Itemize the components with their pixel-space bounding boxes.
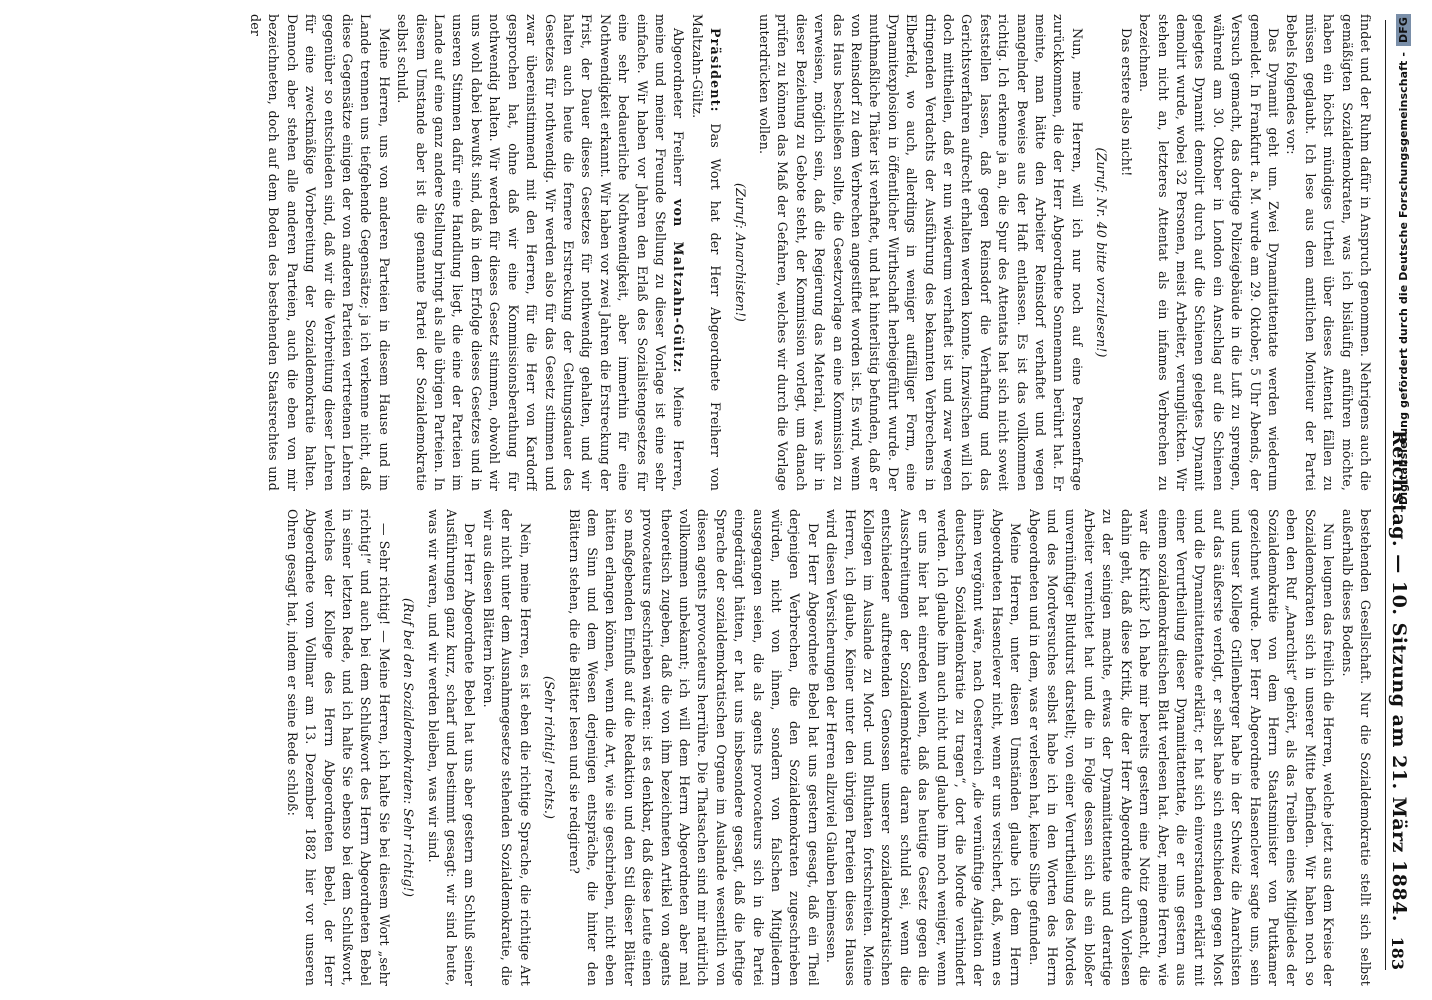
paragraph: Meine Herren, meine und meiner Freunde Stellung zu dieser Vorlage ist eine sehr einfache. Wir haben vor Jahren den Erlaß des Sozialistengesetzes für eine sehr bedauerliche Nothwendigkeit, aber immerhin für eine Nothwendigkeit erkannt. Wir haben vor zwei Jahren die Erstreckung der Frist, der Dauer dieses Gesetzes für nothwendig gehalten, und wir halten auch heute die fernere Erstreckung der Geltungsdauer des Gesetzes für nothwendig. Wir werden also für das Gesetz stimmen und zwar übereinstimmend mit den Herren, für die Herr von Kardorff gesprochen hat, ohne daß wir eine Kommissionsberathung für nothwendig halten. Wir werden für dieses Gesetz stimmen, obwohl wir uns wohl dabei bewußt sind, daß in dem Erfolge dieses Gesetzes und in unseren Stimmen dafür eine Handlung liegt, die eine der Parteien im Lande auf eine ganz andere Stellung bringt als alle übrigen Parteien. In diesem Umstande aber ist die genannte Partei der Sozialdemokratie selbst schuld. — [395, 14, 687, 491]
paragraph: Das erstere also nicht! — [1118, 28, 1134, 177]
president-text: Das Wort hat der Herr Abgeordnete Freiherr von Maltzahn-Gültz. — [689, 14, 724, 491]
interjection: (Sehr richtig! rechts.) — [542, 675, 558, 820]
interjection: (Zuruf: Nr. 40 bitte vorzulesen!) — [1094, 147, 1110, 358]
paragraph: Nun, meine Herren, will ich nur noch auf eine Personenfrage zurückkommen, die der Herr Abgeordnete Sonnemann berührt hat. Er meinte, man hätte den Arbeiter Reinsdorf verhaftet und wegen mangelnder Beweise aus der Haft entlassen. Es ist das vollkommen richtig. Ich erkenne ja an, die Spur des Attentats hat sich nicht soweit feststellen lassen, daß gegen Reinsdorf die Verhaftung und das Gerichtsverfahren aufrecht erhalten werden konnte. Inzwischen will ich doch mittheilen, daß er nun wiederum verhaftet ist und zwar wegen dringenden Verdachts der Ausführung des bekannten Verbrechens in Elberfeld, wo auch, allerdings in weniger auffälliger Form, eine Dynamitexplosion in öffentlicher Wirthschaft herbeigeführt wurde. Der muthmaßliche Thäter ist verhaftet, und hat hinterlistig befunden, daß er von Reinsdorf zu dem Verbrechen angestiftet worden ist. Es wird, wenn das Haus beschließen sollte, die Gesetzvorlage an eine Kommission zu verweisen, möglich sein, daß die Regierung das Material, was ihr in dieser Beziehung zu Gebote steht, der Kommission vorlegt, um danach prüfen zu können das Maß der Gefahren, welches wir durch die Vorlage unterdrücken wollen. — [757, 14, 1085, 491]
running-head: Reichstag. — 10. Sitzung am 21. März 1884. — [1388, 430, 1410, 923]
paragraph: Der Herr Abgeordnete Bebel hat uns gestern gesagt, daß ein Theil derjenigen Verbrechen, die den Sozialdemokraten zugeschrieben würden, nicht von ihnen, sondern von falschen Mitgliedern ausgegangen seien, die als agents provocateurs sich in die Partei eingedrängt hätten, er hat uns insbesondere gesagt, daß die heftige Sprache der sozialdemokratischen Organe im Auslande wesentlich von diesen agents provocateurs herrühre. Die Thatsachen sind mir natürlich vollkommen unbekannt; ich will dem Herrn Abgeordneten aber mal theoretisch zugeben, daß die von ihm bezeichneten Artikel von agents provocateurs geschrieben wären: ist es denkbar, daß diese Leute einen so maßgebenden Einfluß auf die Redaktion und den Stil dieser Blätter hätten erlangen können, wenn die Art, wie sie geschrieben, nicht eben dem Sinn und dem Wesen derjenigen entspräche, die hinter den Blättern stehen, die die Blätter lesen und sie redigiren? — [566, 509, 821, 986]
president-label: Präsident: — [708, 28, 724, 113]
page-header — [1385, 20, 1416, 970]
paragraph: Das Dynamit geht um. Zwei Dynamitattentate werden wiederum gemeldet. In Frankfurt a. M. wurde am 29. Oktober, 5 Uhr Abends, der Versuch gemacht, das dortige Polizeigebäude in die Luft zu sprengen, während am 30. Oktober in London ein Anschlag auf die Schienen gelegtes Dynamit demolirt durch auf die Schienen gelegtes Dynamit demolirt wurde, wobei 32 Personen, meist Arbeiter, verunglückten. Wir stehen nicht an, letzteres Attentat als ein infames Verbrechen zu bezeichnen. — [1137, 14, 1281, 491]
paragraph: — Sehr richtig! — Meine Herren, ich halte Sie bei diesem Wort „sehr richtig!“ und auch bei dem Schlußwort des Herrn Abgeordneten Bebel in seiner letzten Rede, und ich halte Sie ebenso bei dem Schlußwort, welches der Kollege des Herrn Abgeordneten Bebel, der Herr Abgeordnete vom Vollmar am 13. Dezember 1882 hier vor unseren Ohren gesagt hat, indem er seine Rede schloß: — [284, 509, 392, 986]
text-columns — [6, 14, 1374, 986]
paragraph: findet und der Ruhm dafür in Anspruch genommen. Nehrigens auch die gemäßigten Sozialdemokraten, was ich bisläufig anführen möchte, haben ein höchst mündiges Urtheil über dieses Attentat fällen zu müssen geglaubt. Ich lese aus dem amtlichen Moniteur der Partei Bebels folgendes vor: — [1284, 14, 1373, 491]
interjection: (Ruf bei den Sozialdemokraten: Sehr richtig!) — [401, 597, 417, 898]
speaker-name: von Maltzahn-Gültz: — [671, 198, 687, 374]
page-number: 183 — [1388, 936, 1407, 970]
credit-text: Digitalisierung gefördert durch die Deutsche Forschungsgemeinschaft - — [1396, 51, 1410, 505]
dfg-logo-icon: DFG — [1396, 14, 1411, 46]
paragraph: Nein, meine Herren, es ist eben die richtige Sprache, die richtige Art der nicht unter dem Ausnahmegesetze stehenden Sozialdemokratie, die wir aus diesen Blättern hören. — [480, 509, 533, 986]
column-right — [6, 509, 1374, 986]
paragraph: Nun leugnen das freilich die Herren, welche jetzt aus dem Kreise der Sozialdemokraten sich in unserer Mitte befinden. Wir haben noch so eben den Ruf „Anarchist“ gehört, als das Treiben eines Mitgliedes der Sozialdemokratie von dem Herrn Staatsminister von Puttkamer gezeichnet wurde. Der Herr Abgeordnete Hasenclever sagte uns, sein und unser Kollege Grillenberger habe in der Schweiz die Anarchisten auf das äußerste verfolgt, er selbst habe sich entschieden gegen Most und die Dynamitattentate erklärt; er hat sich einverstanden erklärt mit einer Verurtheilung dieser Dynamitattentate, die er uns gestern aus einem sozialdemokratischen Blatt verlesen hat. Aber, meine Herren, wie war die Kritik? Ich habe mir bereits gestern eine Notiz gemacht, die dahin geht, daß diese Kritik, die der Herr Abgeordnete durch Vorlesen zu der seinigen machte, etwas der Dynamitattentate und derartige Arbeiter vernichtet hat und die in Folge dessen sich als ein bloßer unvernünftiger Blutdurst darstellt; von einer Verurtheilung des Mordes und des Mordversuches selbst habe ich in den Worten des Herrn Abgeordneten und in dem, was er verlesen hat, keine Silbe gefunden. — [1026, 509, 1337, 986]
column-left — [6, 14, 1374, 491]
paragraph: bestehenden Gesellschaft. Nur die Sozialdemokratie stellt sich selbst außerhalb dieses Bodens. — [1339, 509, 1373, 986]
paragraph: Meine Herren, unter diesen Umständen glaube ich dem Herrn Abgeordneten Hasenclever nicht, wenn er uns versichert, daß, wenn es ihnen vergönnt wäre, nach Oesterreich „die vernünftige Agitation der deutschen Sozialdemokratie zu tragen“, dort die Morde verhindert werden. Ich glaube ihm auch nicht und glaube ihm noch weniger, wenn er uns hier hat einreden wollen, daß das heutige Gesetz gegen die Ausschreitungen der Sozialdemokratie daran schuld sei, wenn die entschiedener auftretenden Genossen unserer sozialdemokratischen Kollegen im Auslande zu Mord- und Bluthaten fortschreiten. Meine Herren, ich glaube, Keiner unter den übrigen Parteien dieses Hauses wird diesen Versicherungen der Herren allzuviel Glauben beimessen. — [824, 509, 1024, 986]
speaker-intro: Abgeordneter Freiherr — [671, 28, 687, 187]
paragraph: Meine Herren, uns von anderen Parteien in diesem Hause und im Lande trennen uns tiefgehende Gegensätze; ja ich verkenne nicht, daß diese Gegensätze einigen der von anderen Parteien vertretenen Lehren gegenüber so entschieden sind, daß wir die Verbreitung dieser Lehren für eine zweckmäßige Vorbereitung der Sozialdemokratie halten. Dennoch aber stehen alle anderen Parteien, auch die eben von mir bezeichneten, doch auf dem Boden des bestehenden Staatsrechtes und der — [248, 14, 392, 491]
paragraph: Der Herr Abgeordnete Bebel hat uns aber gestern am Schluß seiner Ausführungen ganz kurz, scharf und bestimmt gesagt: wir sind heute, was wir waren, und wir werden bleiben, was wir sind. — [425, 509, 478, 986]
interjection: (Zuruf: Anarchisten!) — [732, 183, 748, 322]
